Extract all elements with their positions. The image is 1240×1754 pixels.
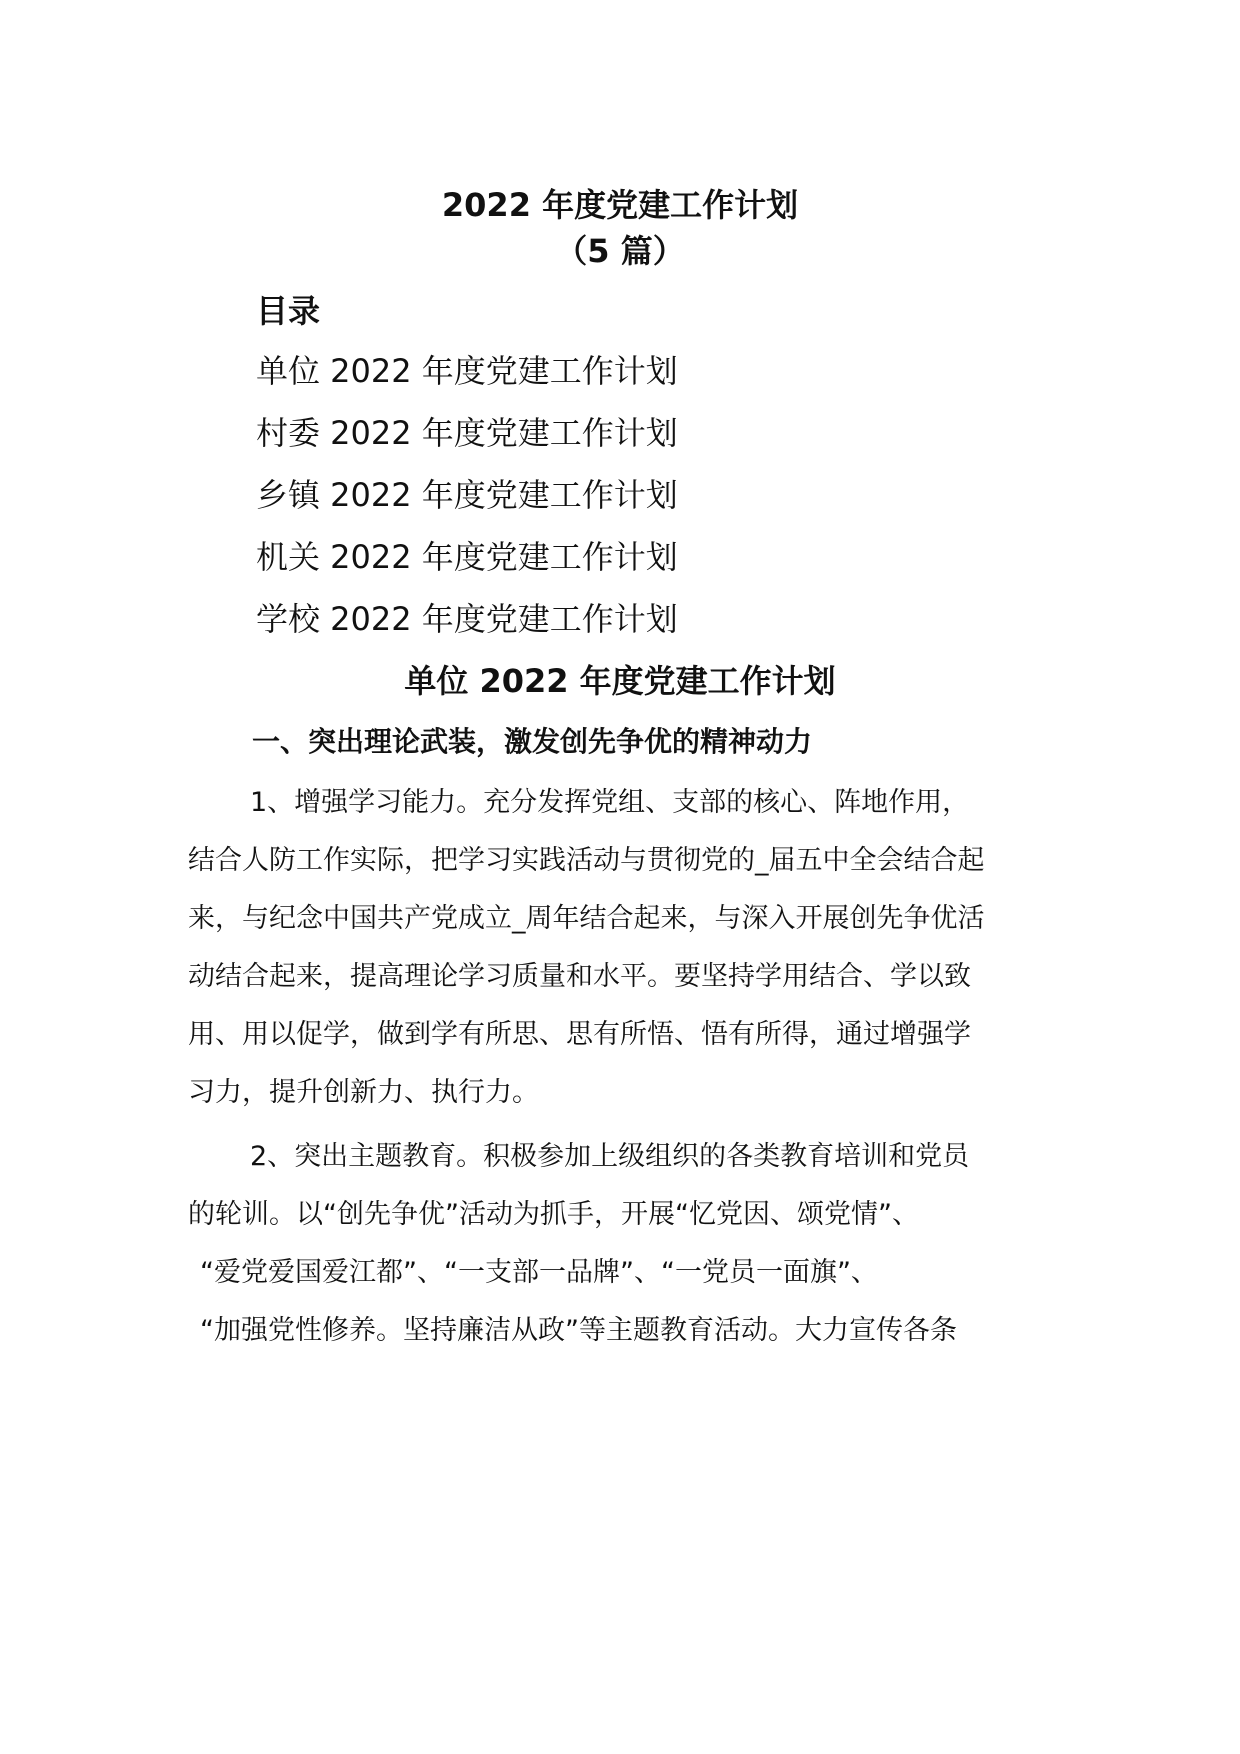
toc-item: 单位 2022 年度党建工作计划	[256, 352, 678, 390]
paragraph-line: “加强党性修养。坚持廉洁从政”等主题教育活动。大力宣传各条	[200, 1315, 957, 1346]
toc-item: 村委 2022 年度党建工作计划	[256, 414, 678, 452]
paragraph-line: “爱党爱国爱江都”、“一支部一品牌”、“一党员一面旗”、	[200, 1257, 878, 1288]
paragraph-line: 用、用以促学，做到学有所思、思有所悟、悟有所得，通过增强学	[188, 1019, 971, 1050]
paragraph-line: 来，与纪念中国共产党成立_周年结合起来，与深入开展创先争优活	[188, 903, 985, 934]
paragraph-line: 2、突出主题教育。积极参加上级组织的各类教育培训和党员	[250, 1141, 970, 1172]
section-title: 单位 2022 年度党建工作计划	[404, 662, 836, 700]
toc-item: 乡镇 2022 年度党建工作计划	[256, 476, 678, 514]
toc-heading: 目录	[256, 292, 321, 330]
toc-item: 学校 2022 年度党建工作计划	[256, 600, 678, 638]
paragraph-line: 的轮训。以“创先争优”活动为抓手，开展“忆党因、颂党情”、	[188, 1199, 919, 1230]
section-heading: 一、突出理论武装，激发创先争优的精神动力	[252, 725, 813, 758]
paragraph-line: 1、增强学习能力。充分发挥党组、支部的核心、阵地作用，	[250, 787, 970, 818]
document-subtitle: （5 篇）	[555, 232, 685, 270]
document-title: 2022 年度党建工作计划	[441, 186, 799, 224]
paragraph-line: 动结合起来，提高理论学习质量和水平。要坚持学用结合、学以致	[188, 961, 971, 992]
paragraph-line: 结合人防工作实际，把学习实践活动与贯彻党的_届五中全会结合起	[188, 845, 985, 876]
paragraph-line: 习力，提升创新力、执行力。	[188, 1077, 539, 1108]
toc-item: 机关 2022 年度党建工作计划	[256, 538, 678, 576]
